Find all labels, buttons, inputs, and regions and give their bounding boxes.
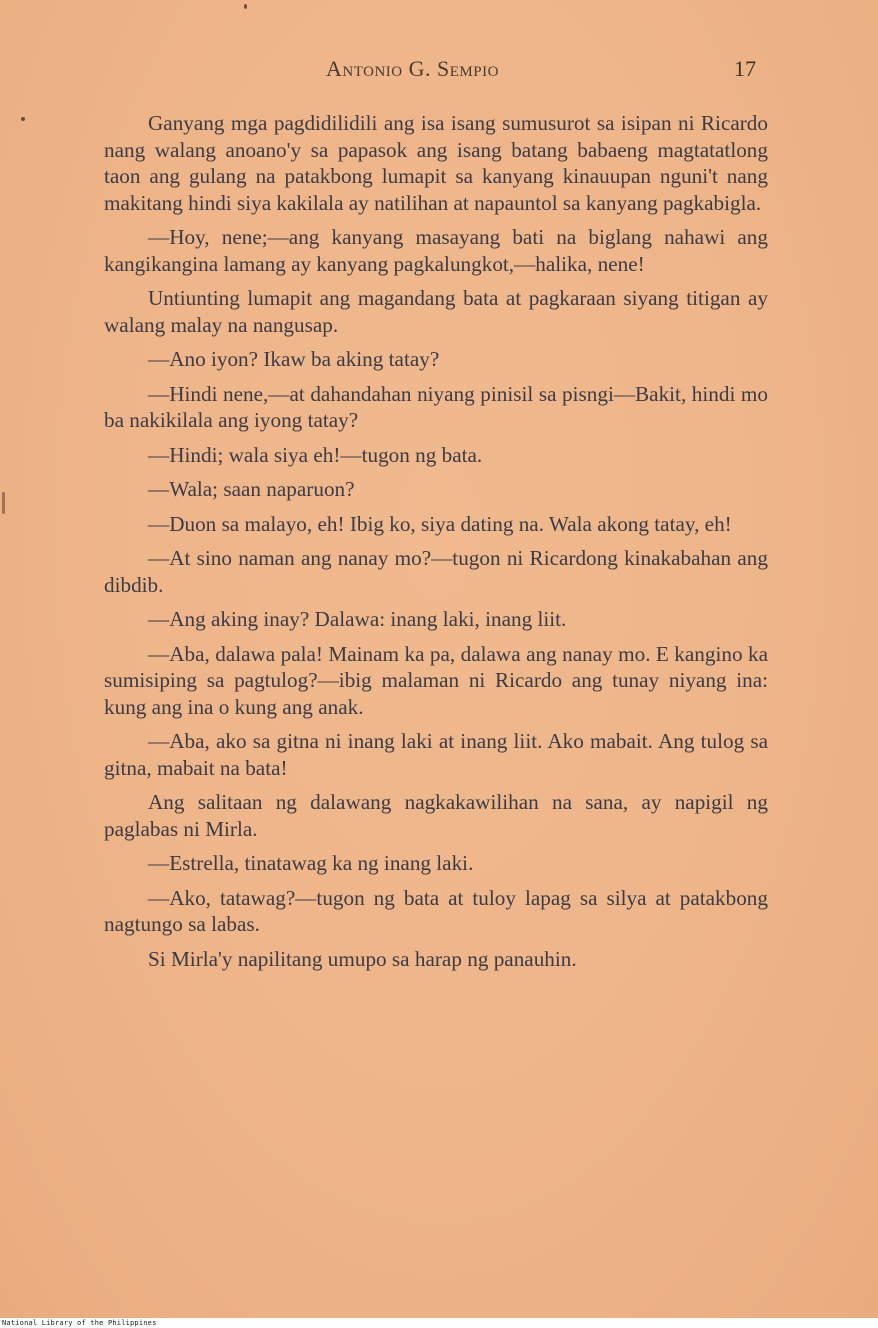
paragraph: —Duon sa malayo, eh! Ibig ko, siya dating na. Wala akong tatay, eh! — [148, 511, 732, 536]
running-head: Antonio G. Sempio — [326, 56, 499, 81]
paragraph: —Ako, tatawag?—tugon ng bata at tuloy lapag sa silya at patakbong nagtungo sa labas. — [104, 885, 768, 936]
page-number: 17 — [734, 56, 756, 81]
paragraph: —Hoy, nene;—ang kanyang masayang bati na biglang nahawi ang kangikangina lamang ay kanyang pagkalungkot,—halika, nene! — [104, 225, 768, 276]
paragraph: —Hindi; wala siya eh!—tugon ng bata. — [148, 442, 483, 467]
paragraph: —Aba, dalawa pala! Mainam ka pa, dalawa ang nanay mo. E kangino ka sumisiping sa pagtulog?—ibig malaman ni Ricardo ang tunay niyang ina: kung ang ina o kung ang anak. — [104, 641, 768, 719]
paper-speck — [21, 117, 25, 121]
paragraph: Ganyang mga pagdidilidili ang isa isang sumusurot sa isipan ni Ricardo nang walang anoano'y sa papasok ang isang batang babaeng magtatatlong taon ang gulang na patakbong lumapit sa kanyang kinauupan nguni't nang makitang hindi siya kakilala ay natilihan at napauntol sa kanyang pagkabigla. — [104, 111, 768, 215]
page-header — [0, 56, 878, 86]
paragraph: —Ang aking inay? Dalawa: inang laki, inang liit. — [148, 607, 567, 631]
paragraph: Si Mirla'y napilitang umupo sa harap ng panauhin. — [148, 946, 577, 971]
paragraph: —Hindi nene,—at dahandahan niyang pinisil sa pisngi—Bakit, hindi mo ba nakikilala ang iyong tatay? — [104, 381, 768, 432]
paragraph: Untiunting lumapit ang magandang bata at pagkaraan siyang titigan ay walang malay na nangusap. — [104, 286, 768, 337]
body-text — [104, 110, 768, 980]
library-credit: National Library of the Philippines — [2, 1319, 157, 1327]
paper-speck — [2, 492, 5, 514]
paragraph: —Estrella, tinatawag ka ng inang laki. — [148, 851, 474, 875]
paragraph: —Wala; saan naparuon? — [148, 477, 355, 501]
paper-speck — [244, 4, 247, 9]
paragraph: —Aba, ako sa gitna ni inang laki at inang liit. Ako mabait. Ang tulog sa gitna, mabait na bata! — [104, 729, 768, 780]
paragraph: —Ano iyon? Ikaw ba aking tatay? — [148, 347, 440, 371]
paragraph: Ang salitaan ng dalawang nagkakawilihan na sana, ay napigil ng paglabas ni Mirla. — [104, 790, 768, 841]
paragraph: —At sino naman ang nanay mo?—tugon ni Ricardong kinakabahan ang dibdib. — [104, 546, 768, 597]
